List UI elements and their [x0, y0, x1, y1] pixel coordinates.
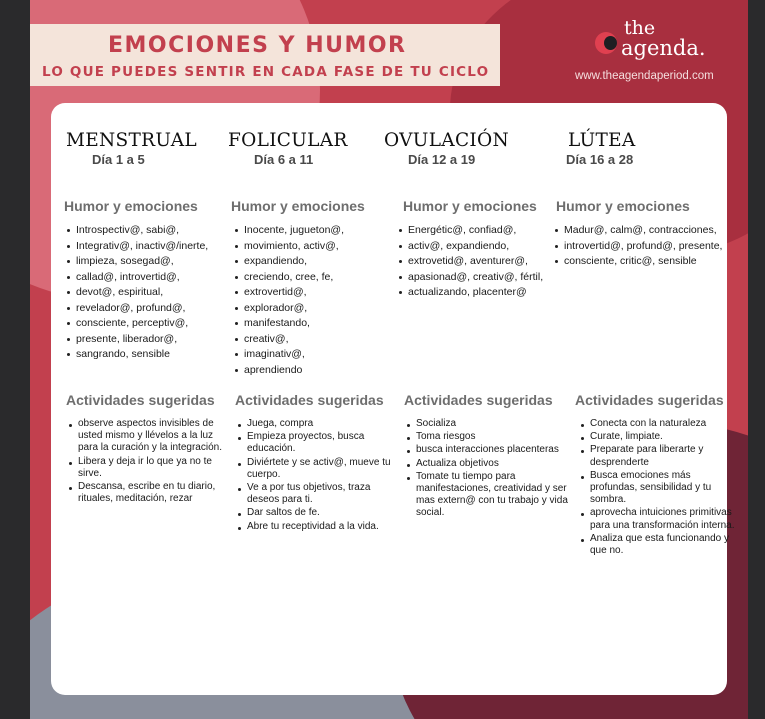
mood-item: consciente, critic@, sensible: [564, 254, 736, 270]
activity-item: Empieza proyectos, busca educación.: [247, 431, 399, 455]
activity-item: busca interacciones placenteras: [416, 444, 572, 456]
activities-list: [235, 418, 399, 534]
mood-item: apasionad@, creativ@, fértil,: [408, 270, 568, 286]
activity-item: Libera y deja ir lo que ya no te sirve.: [78, 456, 230, 480]
mood-list: [64, 223, 236, 363]
mood-item: devot@, espiritual,: [76, 285, 236, 301]
agenda-logo-icon: [595, 32, 617, 54]
activity-item: Busca emociones más profundas, sensibilidad y tu sombra.: [590, 470, 738, 507]
phase-name: LÚTEA: [568, 130, 636, 151]
mood-item: explorador@,: [244, 301, 394, 317]
mood-item: expandiendo,: [244, 254, 394, 270]
mood-heading: Humor y emociones: [231, 198, 365, 214]
activities-list: [404, 418, 572, 521]
activity-item: Abre tu receptividad a la vida.: [247, 521, 399, 533]
activities-heading: Actividades sugeridas: [235, 392, 384, 408]
logo-text-agenda: agenda.: [621, 36, 706, 60]
activity-item: Preparate para liberarte y desprenderte: [590, 444, 738, 468]
mood-item: movimiento, activ@,: [244, 239, 394, 255]
mood-item: Integrativ@, inactiv@/inerte,: [76, 239, 236, 255]
phase-days: Día 1 a 5: [92, 152, 145, 167]
mood-item: creativ@,: [244, 332, 394, 348]
mood-item: Introspectiv@, sabi@,: [76, 223, 236, 239]
mood-list: [232, 223, 394, 378]
mood-heading: Humor y emociones: [556, 198, 690, 214]
activity-item: Juega, compra: [247, 418, 399, 430]
activity-item: aprovecha intuiciones primitivas para una transformación interna.: [590, 507, 738, 531]
mood-item: sangrando, sensible: [76, 347, 236, 363]
mood-item: Madur@, calm@, contracciones,: [564, 223, 736, 239]
mood-item: Inocente, jugueton@,: [244, 223, 394, 239]
left-border: [0, 0, 30, 719]
mood-list: [396, 223, 568, 301]
activity-item: observe aspectos invisibles de usted mismo y llévelos a la luz para la curación y la integración.: [78, 418, 230, 455]
logo-text-the: the: [624, 17, 656, 39]
mood-item: manifestando,: [244, 316, 394, 332]
mood-item: presente, liberador@,: [76, 332, 236, 348]
activity-item: Actualiza objetivos: [416, 458, 572, 470]
mood-item: revelador@, profund@,: [76, 301, 236, 317]
mood-item: imaginativ@,: [244, 347, 394, 363]
mood-item: introvertid@, profund@, presente,: [564, 239, 736, 255]
mood-list: [552, 223, 736, 270]
mood-item: extrovertid@,: [244, 285, 394, 301]
right-border: [748, 0, 765, 719]
activity-item: Curate, limpiate.: [590, 431, 738, 443]
activity-item: Descansa, escribe en tu diario, rituales, meditación, rezar: [78, 481, 230, 505]
phase-days: Día 16 a 28: [566, 152, 634, 167]
activities-heading: Actividades sugeridas: [575, 392, 724, 408]
mood-item: limpieza, sosegad@,: [76, 254, 236, 270]
activities-heading: Actividades sugeridas: [66, 392, 215, 408]
mood-item: actualizando, placenter@: [408, 285, 568, 301]
phase-name: FOLICULAR: [228, 130, 348, 151]
mood-item: extrovetid@, aventurer@,: [408, 254, 568, 270]
mood-heading: Humor y emociones: [64, 198, 198, 214]
activities-heading: Actividades sugeridas: [404, 392, 553, 408]
activity-item: Dar saltos de fe.: [247, 507, 399, 519]
mood-item: Energétic@, confiad@,: [408, 223, 568, 239]
phase-name: OVULACIÓN: [384, 130, 509, 151]
activity-item: Conecta con la naturaleza: [590, 418, 738, 430]
page-subtitle: LO QUE PUEDES SENTIR EN CADA FASE DE TU CICLO: [42, 64, 490, 80]
mood-item: callad@, introvertid@,: [76, 270, 236, 286]
phase-days: Día 12 a 19: [408, 152, 476, 167]
mood-item: aprendiendo: [244, 363, 394, 379]
activity-item: Diviértete y se activ@, mueve tu cuerpo.: [247, 457, 399, 481]
page-title: EMOCIONES Y HUMOR: [108, 33, 407, 58]
mood-item: consciente, perceptiv@,: [76, 316, 236, 332]
activity-item: Toma riesgos: [416, 431, 572, 443]
mood-heading: Humor y emociones: [403, 198, 537, 214]
activity-item: Ve a por tus objetivos, traza deseos para ti.: [247, 482, 399, 506]
website-url[interactable]: www.theagendaperiod.com: [575, 70, 714, 82]
activity-item: Analiza que esta funcionando y que no.: [590, 533, 738, 557]
activities-list: [578, 418, 738, 558]
mood-item: activ@, expandiendo,: [408, 239, 568, 255]
phase-days: Día 6 a 11: [254, 152, 314, 167]
activities-list: [66, 418, 230, 506]
activity-item: Tomate tu tiempo para manifestaciones, creatividad y ser mas extern@ con tu trabajo y vida social.: [416, 471, 572, 520]
mood-item: creciendo, cree, fe,: [244, 270, 394, 286]
phase-name: MENSTRUAL: [66, 130, 197, 151]
activity-item: Socializa: [416, 418, 572, 430]
